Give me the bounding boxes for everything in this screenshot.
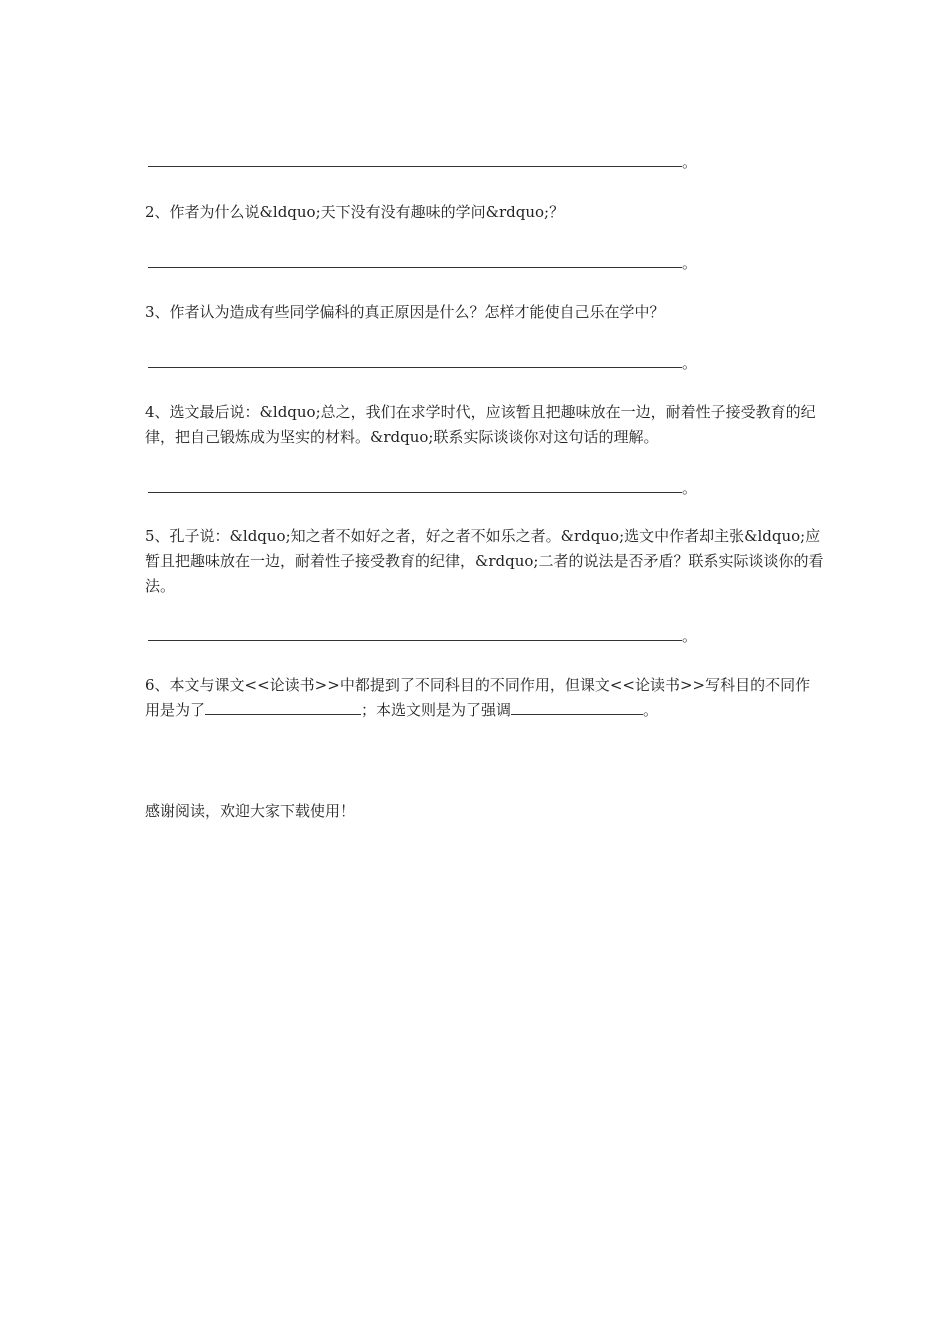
- answer-period: 。: [682, 153, 698, 171]
- fill-blank-2[interactable]: [511, 700, 643, 715]
- question-6-part3: 。: [643, 701, 659, 719]
- question-6-part1: 6、本文与课文<<论读书>>中都提到了不同科目的不同作用，但课文<<论读书>>写科目的不同作用是为了: [145, 676, 811, 719]
- answer-line-4[interactable]: [148, 478, 697, 498]
- answer-period: 。: [682, 254, 698, 272]
- answer-line-5[interactable]: [148, 626, 697, 646]
- answer-period: 。: [682, 627, 698, 645]
- answer-rule[interactable]: [148, 152, 682, 167]
- answer-rule[interactable]: [148, 626, 682, 641]
- answer-rule[interactable]: [148, 353, 682, 368]
- fill-blank-1[interactable]: [205, 700, 361, 715]
- question-4: 4、选文最后说：&ldquo;总之，我们在求学时代，应该暂且把趣味放在一边，耐着性子接受教育的纪律，把自己锻炼成为坚实的材料。&rdquo;联系实际谈谈你对这句话的理解。: [145, 403, 816, 446]
- question-5: 5、孔子说：&ldquo;知之者不如好之者，好之者不如乐之者。&rdquo;选文中作者却主张&ldquo;应暂且把趣味放在一边，耐着性子接受教育的纪律，&rdquo;二者的说法是否矛盾？联系实际谈谈你的看法。: [145, 527, 824, 595]
- closing-note: 感谢阅读，欢迎大家下载使用！: [145, 802, 356, 820]
- question-6: [145, 673, 825, 723]
- answer-period: 。: [682, 479, 698, 497]
- answer-rule[interactable]: [148, 478, 682, 493]
- answer-line-1[interactable]: [148, 152, 697, 172]
- question-3: 3、作者认为造成有些同学偏科的真正原因是什么？怎样才能使自己乐在学中？: [145, 303, 665, 321]
- answer-line-3[interactable]: [148, 353, 697, 373]
- answer-rule[interactable]: [148, 253, 682, 268]
- question-2: 2、作者为什么说&ldquo;天下没有没有趣味的学问&rdquo;？: [145, 203, 565, 221]
- question-6-part2: ；本选文则是为了强调: [361, 701, 512, 719]
- answer-period: 。: [682, 354, 698, 372]
- answer-line-2[interactable]: [148, 253, 697, 273]
